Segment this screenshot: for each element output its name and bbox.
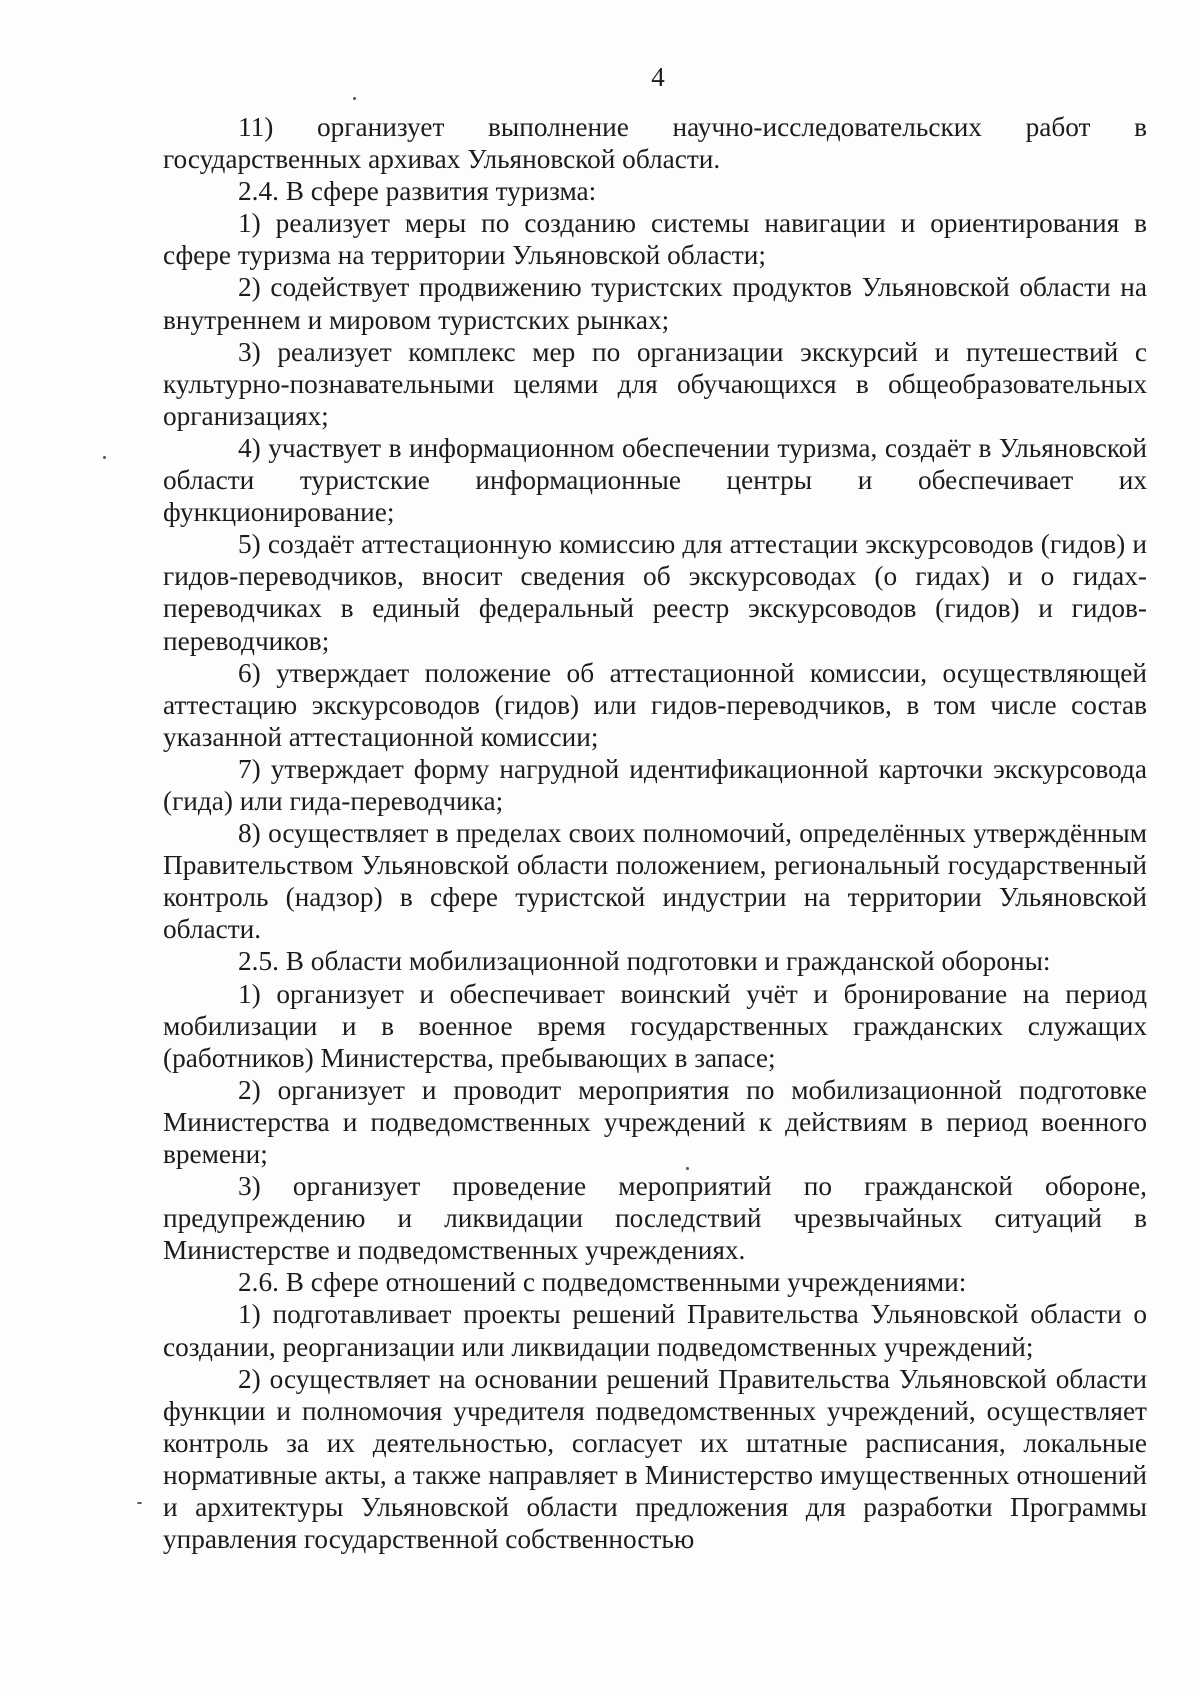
document-body bbox=[163, 111, 1147, 1555]
scan-speck bbox=[353, 97, 356, 100]
paragraph-2-4-item-3: 3) реализует комплекс мер по организации экскурсий и путешествий с культурно-познавательными целями для обучающихся в общеобразовательных организациях; bbox=[163, 336, 1147, 431]
paragraph-2-5-item-2: 2) организует и проводит мероприятия по мобилизационной подготовке Министерства и подведомственных учреждений к действиям в период военного времени; bbox=[163, 1074, 1147, 1169]
section-heading-2-4: 2.4. В сфере развития туризма: bbox=[238, 176, 597, 207]
paragraph-2-3-item-11: 11) организует выполнение научно-исследовательских работ в государственных архивах Ульяновской области. bbox=[163, 112, 1147, 175]
paragraph-2-4-item-8: 8) осуществляет в пределах своих полномочий, определённых утверждённым Правительством Ульяновской области положением, региональный государственный контроль (надзор) в сфере туристской индустрии на территории Ульяновской области. bbox=[163, 818, 1147, 945]
paragraph-2-4-item-6: 6) утверждает положение об аттестационной комиссии, осуществляющей аттестацию экскурсоводов (гидов) или гидов-переводчиков, в том числе состав указанной аттестационной комиссии; bbox=[163, 657, 1147, 752]
page-number: 4 bbox=[651, 62, 665, 92]
paragraph-2-4-item-7: 7) утверждает форму нагрудной идентификационной карточки экскурсовода (гида) или гида-переводчика; bbox=[163, 753, 1147, 816]
paragraph-2-4-item-2: 2) содействует продвижению туристских продуктов Ульяновской области на внутреннем и мировом туристских рынках; bbox=[163, 272, 1147, 335]
paragraph-2-4-item-1: 1) реализует меры по созданию системы навигации и ориентирования в сфере туризма на территории Ульяновской области; bbox=[163, 208, 1147, 271]
paragraph-2-4-item-4: 4) участвует в информационном обеспечении туризма, создаёт в Ульяновской области туристские информационные центры и обеспечивает их функционирование; bbox=[163, 432, 1147, 528]
scan-speck bbox=[686, 1167, 689, 1170]
paragraph-2-6-item-1: 1) подготавливает проекты решений Правительства Ульяновской области о создании, реорганизации или ликвидации подведомственных учреждений; bbox=[163, 1299, 1147, 1362]
paragraph-2-6-item-2: 2) осуществляет на основании решений Правительства Ульяновской области функции и полномочия учредителя подведомственных учреждений, осуществляет контроль за их деятельностью, согласует их штатные расписания, локальные нормативные акты, а также направляет в Министерство имущественных отношений и архитектуры Ульяновской области предложения для разработки Программы управления государственной собственностью bbox=[163, 1363, 1147, 1555]
paragraph-2-5-item-1: 1) организует и обеспечивает воинский учёт и бронирование на период мобилизации и в военное время государственных гражданских служащих (работников) Министерства, пребывающих в запасе; bbox=[163, 978, 1147, 1073]
scan-speck bbox=[137, 1502, 142, 1504]
section-heading-2-5: 2.5. В области мобилизационной подготовки и гражданской обороны: bbox=[238, 946, 1051, 977]
paragraph-2-5-item-3: 3) организует проведение мероприятий по гражданской обороне, предупреждению и ликвидации последствий чрезвычайных ситуаций в Министерстве и подведомственных учреждениях. bbox=[163, 1171, 1147, 1266]
scan-speck bbox=[103, 456, 106, 459]
paragraph-2-4-item-5: 5) создаёт аттестационную комиссию для аттестации экскурсоводов (гидов) и гидов-переводчиков, вносит сведения об экскурсоводах (о гидах) и о гидах-переводчиках в единый федеральный реестр экскурсоводов (гидов) и гидов-переводчиков; bbox=[163, 529, 1147, 656]
section-heading-2-6: 2.6. В сфере отношений с подведомственными учреждениями: bbox=[238, 1267, 967, 1298]
